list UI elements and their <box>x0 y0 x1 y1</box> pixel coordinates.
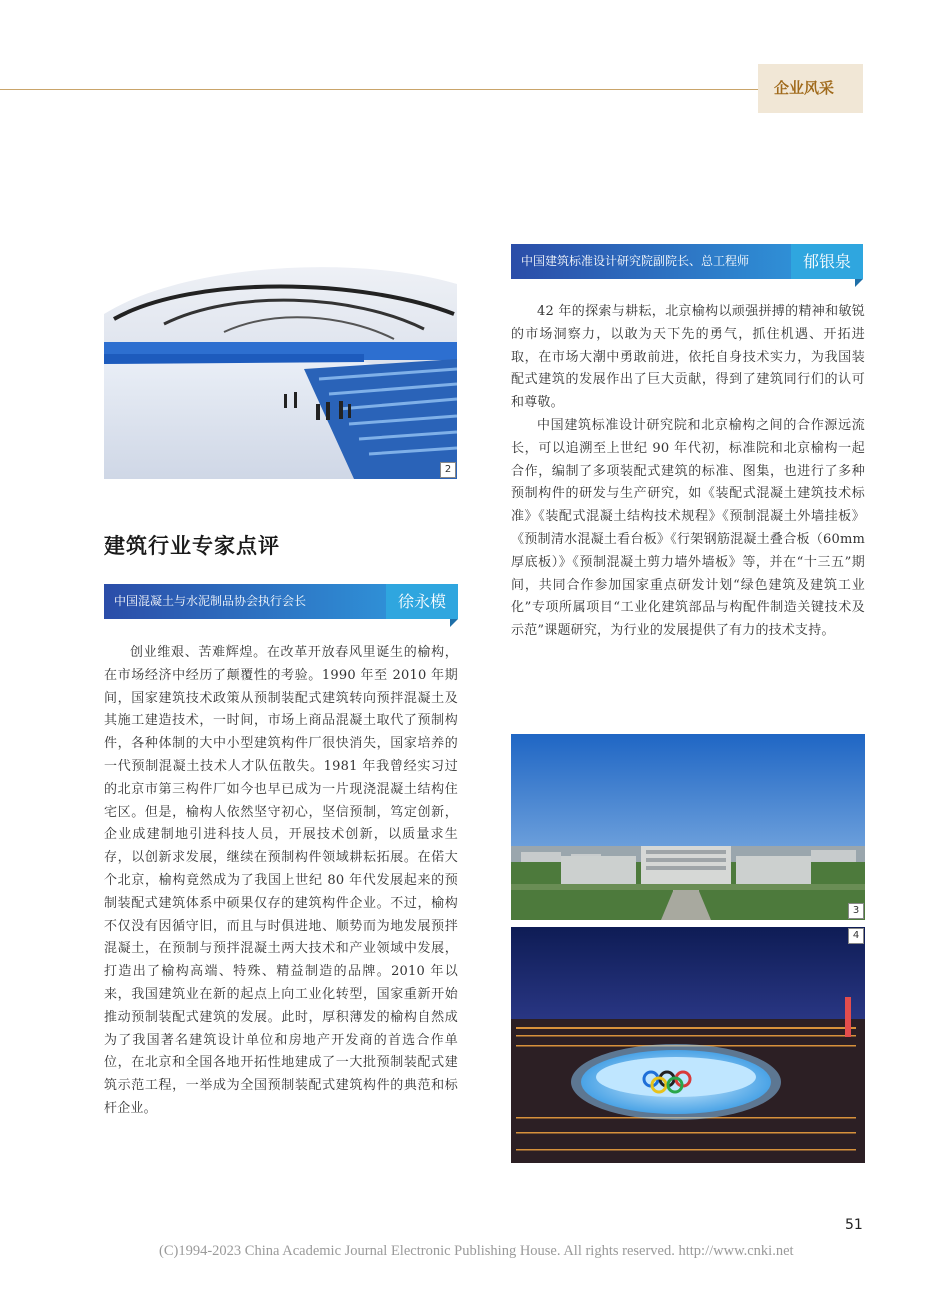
expert2-role: 中国建筑标准设计研究院副院长、总工程师 <box>511 244 791 279</box>
expert2-paragraph-1: 42 年的探索与耕耘，北京榆构以顽强拼搏的精神和敏锐的市场洞察力，以敢为天下先的勇气，抓住机遇、开拓进取，在市场大潮中勇敢前进，依托自身技术实力，为我国装配式建筑的发展作出了巨大贡献，得到了建筑同行们的认可和尊敬。 <box>511 304 865 411</box>
figure-number-2: 2 <box>440 462 456 478</box>
photo-ice-rink-interior <box>104 244 457 479</box>
expert2-bar <box>511 244 863 279</box>
expert2-body <box>511 301 865 643</box>
section-title: 建筑行业专家点评 <box>104 534 280 558</box>
expert2-paragraph-2: 中国建筑标准设计研究院和北京榆构之间的合作源远流长，可以追溯至上世纪 90 年代初，标准院和北京榆构一起合作，编制了多项装配式建筑的标准、图集，也进行了多种预制构件的研发与生产研究，如《装配式混凝土建筑技术标准》《装配式混凝土结构技术规程》《预制混凝土外墙挂板》《预制清水混凝土看台板》《行架钢筋混凝土叠合板（60mm 厚底板）》《预制混凝土剪力墙外墙板》等，并在“十三五”期间，共同合作参加国家重点研发计划“绿色建筑及建筑工业化”专项所属项目“工业化建筑部品与构配件制造关键技术及示范”课题研究，为行业的发展提供了有力的技术支持。 <box>511 417 865 639</box>
expert1-role: 中国混凝土与水泥制品协会执行会长 <box>104 584 386 619</box>
expert2-name: 郁银泉 <box>791 244 863 279</box>
expert1-bar <box>104 584 458 619</box>
section-tab: 企业风采 <box>758 64 863 113</box>
expert1-paragraph-1: 创业维艰、苦难辉煌。在改革开放春风里诞生的榆构，在市场经济中经历了颠覆性的考验。1990 年至 2010 年期间，国家建筑技术政策从预制装配式建筑转向预拌混凝土及其施工建造技术，一时间，市场上商品混凝土取代了预制构件，各种体制的大中小型建筑构件厂很快消失，国家培养的一代预制混凝土技术人才队伍散失。1981 年我曾经实习过的北京市第三构件厂如今也早已成为一片现浇混凝土结构住宅区。但是，榆构人依然坚守初心，坚信预制，笃定创新，企业成建制地引进科技人员，开展技术创新，以质量求生存，以创新求发展，继续在预制构件领域耕耘拓展。在偌大个北京，榆构竟然成为了我国上世纪 80 年代发展起来的预制装配式建筑体系中硕果仅存的建筑构件企业。不过，榆构不仅没有因循守旧，而且与时俱进地、顺势而为地发展预拌混凝土，在预制与预拌混凝土两大技术和产业领域中发展，打造出了榆构高端、特殊、精益制造的品牌。2010 年以来，我国建筑业在新的起点上向工业化转型，国家重新开始推动预制装配式建筑的发展。此时，厚积薄发的榆构自然成为了我国著名建筑设计单位和房地产开发商的首选合作单位，在北京和全国各地开拓性地建成了一大批预制装配式建筑示范工程，一举成为全国预制装配式建筑构件的典范和标杆企业。 <box>104 645 458 1116</box>
figure-number-3: 3 <box>848 903 864 919</box>
expert1-body <box>104 642 458 1121</box>
page-number: 51 <box>845 1217 863 1233</box>
copyright-notice: (C)1994-2023 China Academic Journal Electronic Publishing House. All rights reserved. http://www.cnki.net <box>159 1243 794 1259</box>
photo-night-stadium <box>511 927 865 1163</box>
figure-number-4: 4 <box>848 928 864 944</box>
header-rule <box>0 89 758 90</box>
expert1-name: 徐永模 <box>386 584 458 619</box>
photo-building-complex <box>511 734 865 920</box>
